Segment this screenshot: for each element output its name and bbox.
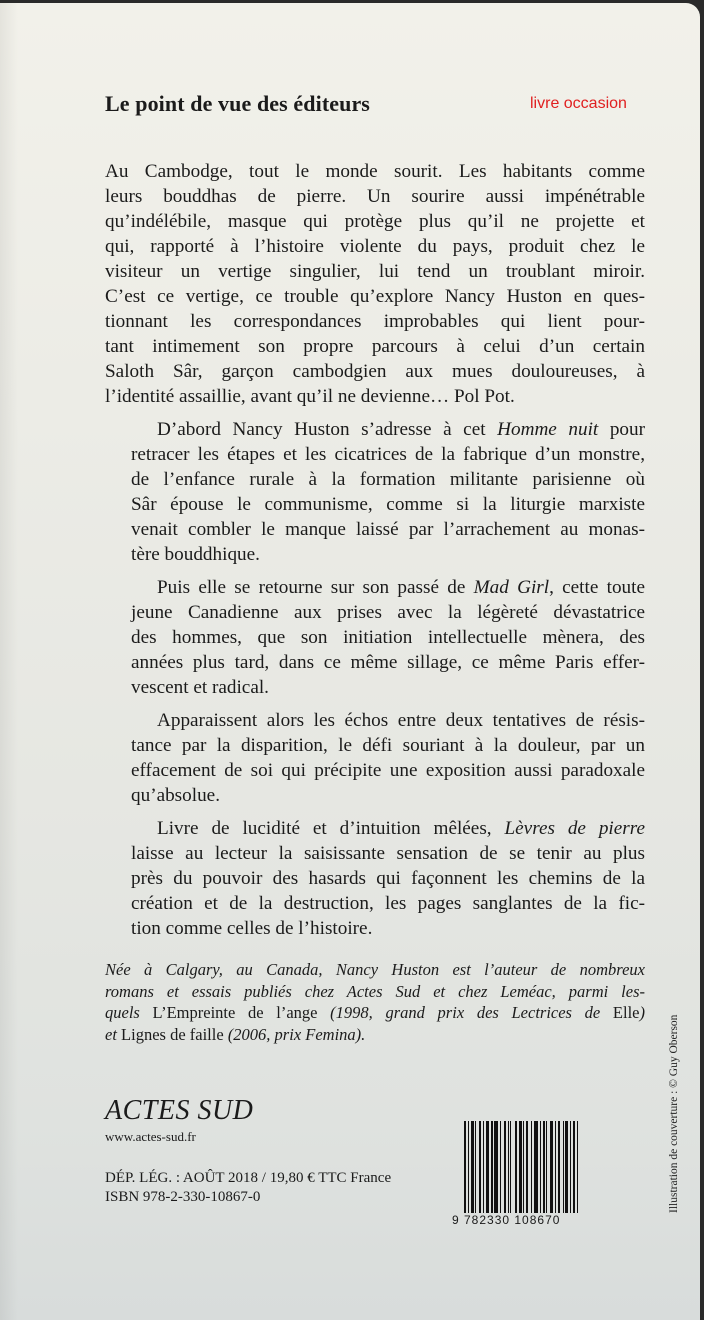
barcode-digits: 9 782330 108670 bbox=[452, 1213, 561, 1227]
text-run: , cette toute bbox=[549, 577, 645, 598]
text-line: tère bouddhique. bbox=[131, 544, 260, 565]
publisher-website: www.actes-sud.fr bbox=[105, 1129, 196, 1144]
text-line: leurs bouddhas de pierre. Un sourire aussi impénétrable bbox=[105, 186, 645, 207]
text-line bbox=[105, 816, 645, 841]
text-run: Puis elle se retourne sur son passé de bbox=[157, 577, 474, 598]
text-line: années plus tard, dans ce même sillage, ce même Paris effer- bbox=[131, 652, 645, 673]
text-line: C’est ce vertige, ce trouble qu’explore Nancy Huston en ques- bbox=[105, 286, 645, 307]
text-run: ) bbox=[639, 1003, 645, 1022]
blurb-paragraph-3 bbox=[105, 575, 645, 700]
text-line bbox=[105, 575, 645, 600]
legal-info bbox=[105, 1169, 391, 1207]
publisher-logo: ACTES SUD bbox=[105, 1095, 254, 1126]
blurb-paragraph-1 bbox=[105, 159, 645, 409]
text-line: effacement de soi qui précipite une exposition aussi paradoxale bbox=[131, 760, 645, 781]
text-line: tant intimement son propre parcours à celui d’un certain bbox=[105, 336, 645, 357]
text-line: visiteur un vertige singulier, lui tend un troublant miroir. bbox=[105, 261, 645, 282]
bio-line: romans et essais publiés chez Actes Sud et chez Leméac, parmi les- bbox=[105, 981, 645, 1001]
blurb-paragraph-4 bbox=[105, 708, 645, 808]
text-line: qui, rapporté à l’histoire violente du pays, produit chez le bbox=[105, 236, 645, 257]
text-line: Au Cambodge, tout le monde sourit. Les habitants comme bbox=[105, 161, 645, 182]
text-run: (2006, prix Femina). bbox=[227, 1024, 366, 1044]
text-line: près du pouvoir des hasards qui façonnent les chemins de la bbox=[131, 868, 645, 889]
isbn: ISBN 978-2-330-10867-0 bbox=[105, 1189, 261, 1205]
text-line: création et de la destruction, les pages sanglantes de la fic- bbox=[131, 893, 645, 914]
text-line: de l’enfance rurale à la formation militante parisienne où bbox=[131, 469, 645, 490]
bio-line bbox=[105, 1024, 645, 1046]
used-book-tag: livre occasion bbox=[530, 95, 627, 112]
book-title-levres-de-pierre: Lèvres de pierre bbox=[504, 818, 645, 839]
author-bio bbox=[105, 959, 645, 1045]
magazine-title-elle: Elle bbox=[612, 1003, 640, 1022]
cover-illustration-credit: Illustration de couverture : © Guy Oberson bbox=[668, 1014, 680, 1213]
text-run: quels bbox=[105, 1003, 140, 1022]
book-title-empreinte: L’Empreinte de l’ange bbox=[139, 1003, 331, 1022]
text-line bbox=[105, 417, 645, 442]
text-line: Apparaissent alors les échos entre deux tentatives de résis- bbox=[157, 710, 645, 731]
text-run: et bbox=[105, 1024, 117, 1044]
text-line: tance par la disparition, le défi souriant à la douleur, par un bbox=[131, 735, 645, 756]
legal-deposit-price: DÉP. LÉG. : AOÛT 2018 / 19,80 € TTC France bbox=[105, 1170, 392, 1186]
text-run: D’abord Nancy Huston s’adresse à cet bbox=[157, 419, 498, 440]
text-run: Livre de lucidité et d’intuition mêlées, bbox=[157, 818, 505, 839]
text-run: (1998, grand prix des Lectrices de bbox=[330, 1003, 613, 1022]
text-line: tionnant les correspondances improbables qui lient pour- bbox=[105, 311, 645, 332]
blurb-paragraph-5 bbox=[105, 816, 645, 941]
bio-line bbox=[105, 1002, 645, 1024]
bio-line: Née à Calgary, au Canada, Nancy Huston est l’auteur de nombreux bbox=[105, 960, 645, 979]
text-line: qu’absolue. bbox=[131, 785, 220, 806]
book-back-cover bbox=[0, 3, 700, 1320]
text-line: tion comme celles de l’histoire. bbox=[131, 918, 373, 939]
book-title-homme-nuit: Homme nuit bbox=[497, 419, 599, 440]
blurb-text bbox=[105, 159, 645, 949]
book-title-lignes-de-faille: Lignes de faille bbox=[116, 1024, 228, 1044]
blurb-paragraph-2 bbox=[105, 417, 645, 567]
text-line: jeune Canadienne aux prises avec la légèreté dévastatrice bbox=[131, 602, 645, 623]
text-line: l’identité assaillie, avant qu’il ne devienne… Pol Pot. bbox=[105, 386, 515, 407]
barcode-bars-icon bbox=[464, 1121, 600, 1213]
text-line: vescent et radical. bbox=[131, 677, 269, 698]
text-line: retracer les étapes et les cicatrices de la fabrique d’un monstre, bbox=[131, 444, 645, 465]
text-line: laisse au lecteur la saisissante sensation de se tenir au plus bbox=[131, 843, 645, 864]
section-heading: Le point de vue des éditeurs bbox=[105, 91, 370, 116]
text-run: pour bbox=[598, 419, 646, 440]
text-line: Sâr épouse le communisme, comme si la liturgie marxiste bbox=[131, 494, 645, 515]
text-line: des hommes, que son initiation intellectuelle mènera, des bbox=[131, 627, 645, 648]
text-line: venait combler le manque laissé par l’arrachement au monas- bbox=[131, 519, 645, 540]
book-title-mad-girl: Mad Girl bbox=[473, 577, 550, 598]
text-line: qu’indélébile, masque qui protège plus qu’il ne projette et bbox=[105, 211, 645, 232]
text-line: Saloth Sâr, garçon cambodgien aux mues douloureuses, à bbox=[105, 361, 645, 382]
isbn-barcode bbox=[452, 1121, 600, 1227]
